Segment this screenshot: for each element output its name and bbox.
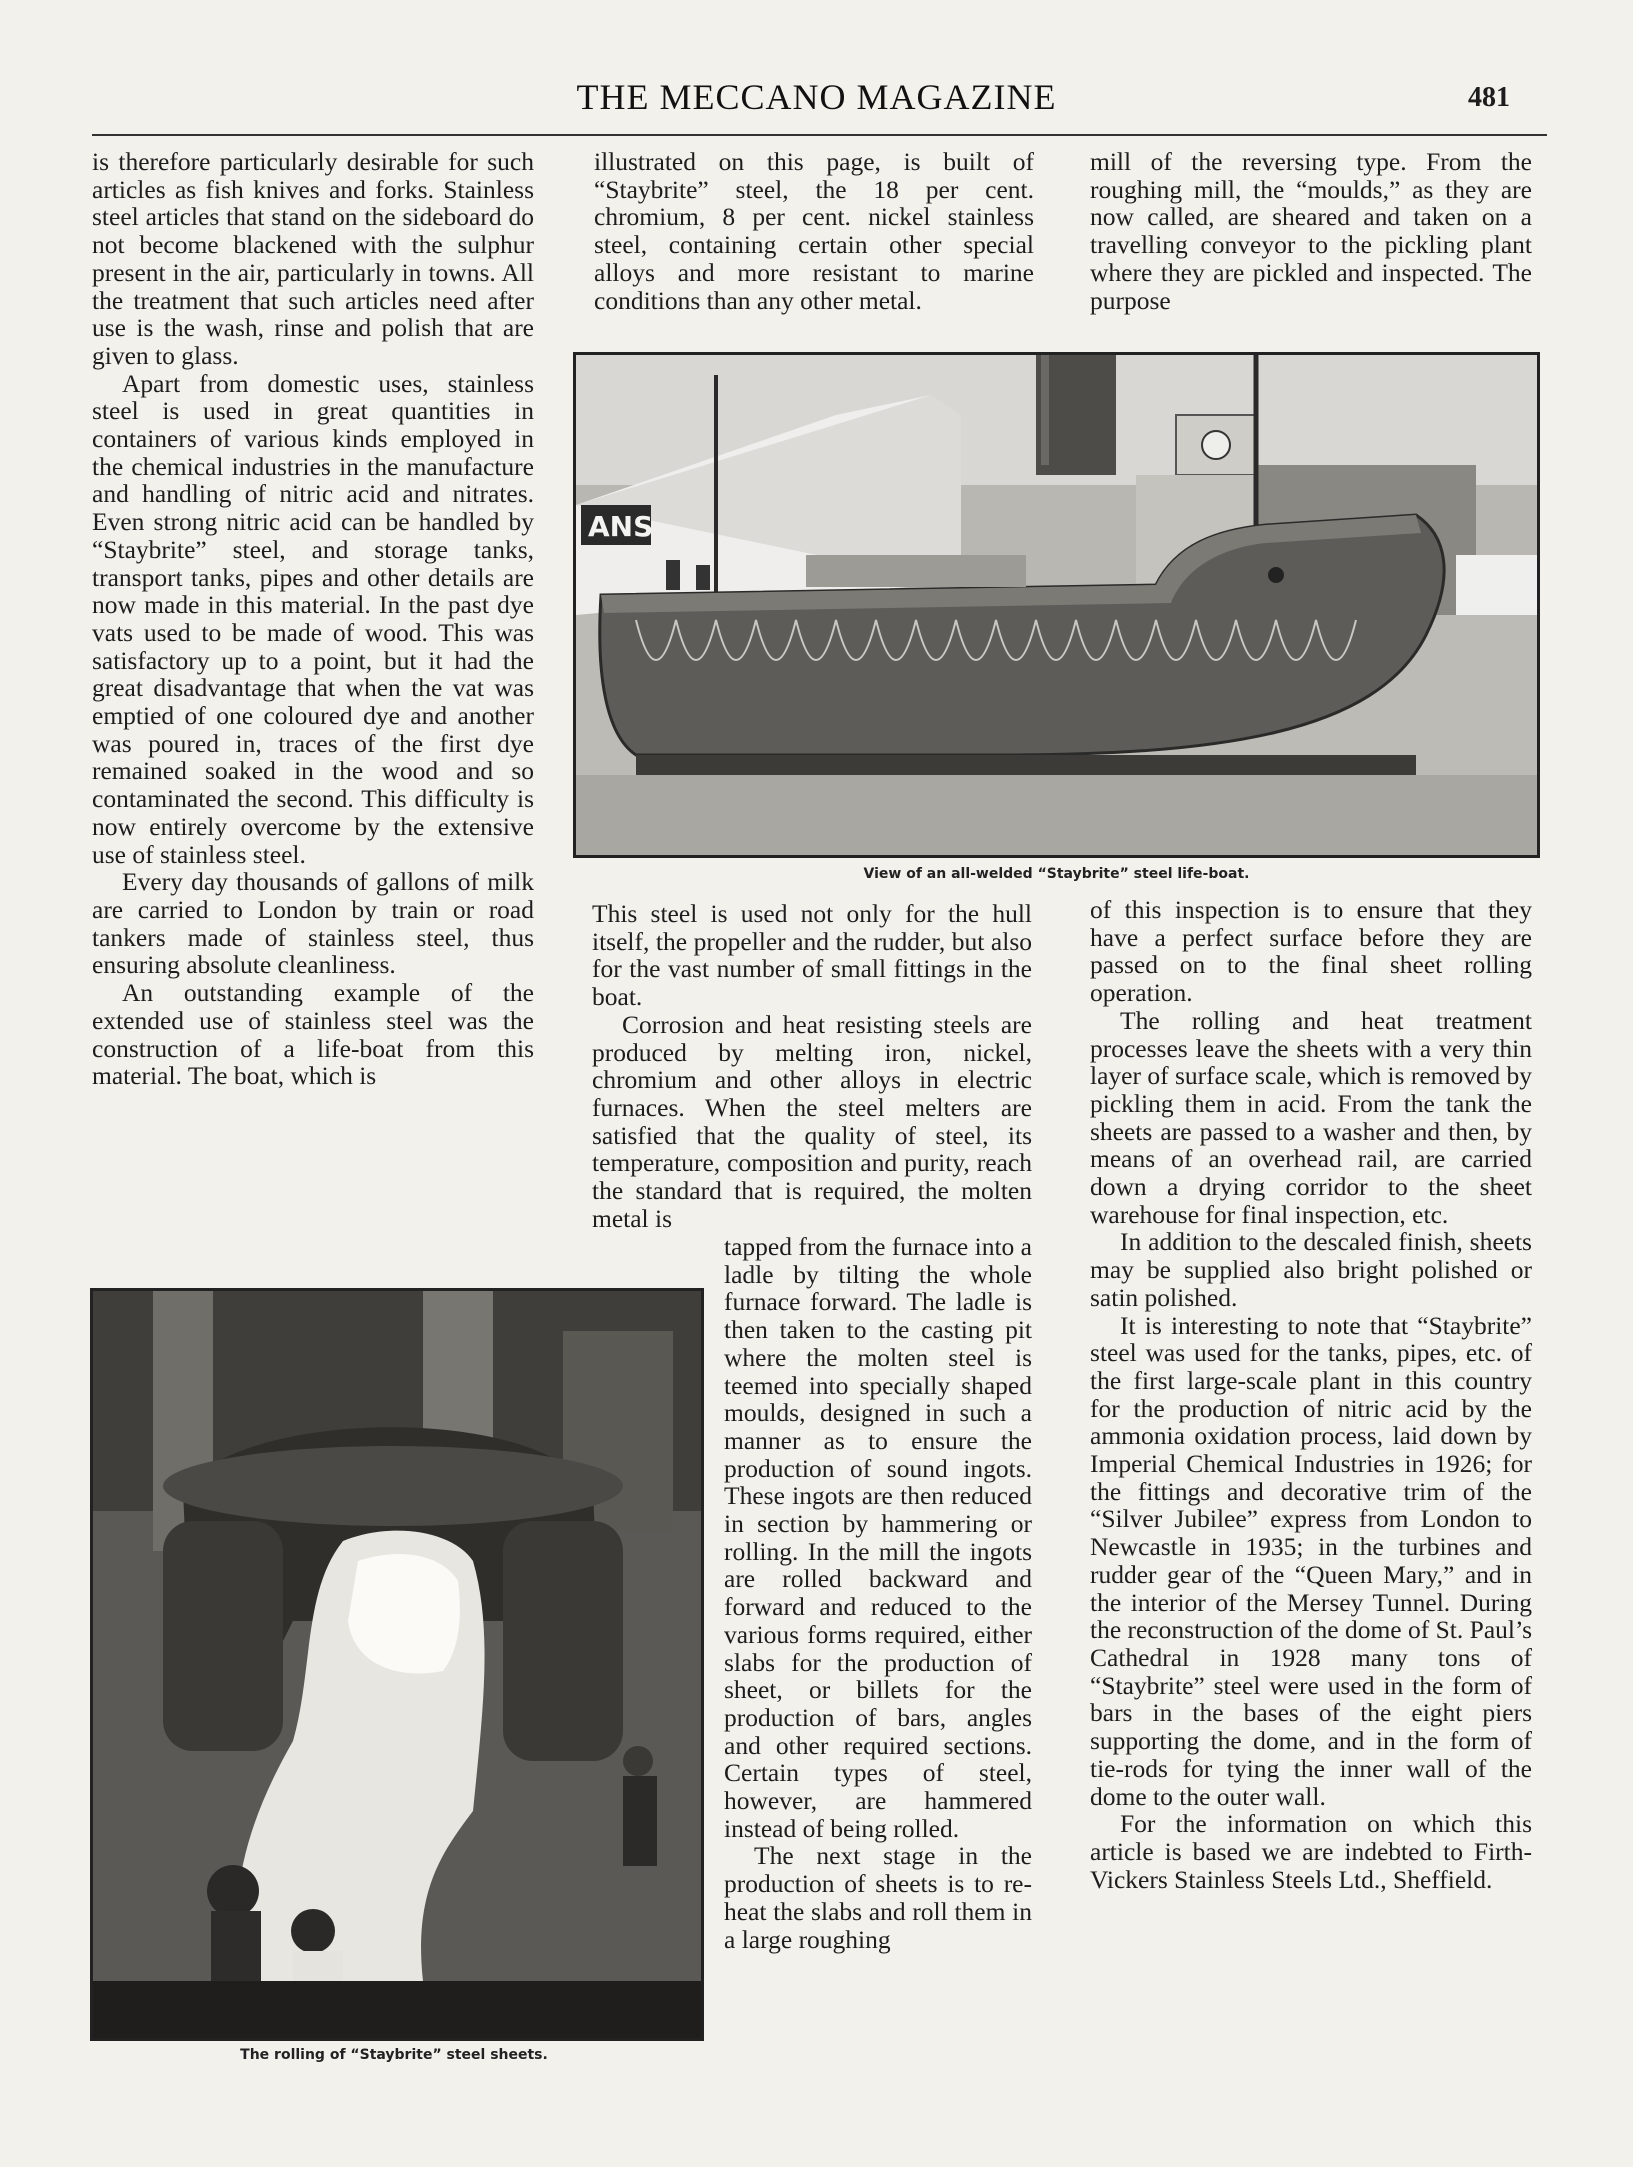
paragraph: The rolling and heat treatment processes leave the sheets with a very thin layer of surface scale, which is removed by pickling them in acid. From the tank the sheets are passed to a washer and then, by means of an overhead rail, are carried down a drying corridor to the sheet warehouse for final inspection, etc. <box>1090 1005 1532 1229</box>
paragraph: mill of the reversing type. From the roughing mill, the “moulds,” as they are now called, are sheared and taken on a travelling conveyor to the pickling plant where they are pickled and inspected. The purpose <box>1090 147 1532 315</box>
page-number: 481 <box>1468 82 1510 113</box>
column-1 <box>92 148 534 1090</box>
paragraph: For the information on which this article is based we are indebted to Firth-Vickers Stainless Steels Ltd., Sheffield. <box>1090 1809 1532 1894</box>
column-2-lower <box>724 1233 1032 1953</box>
lifeboat-sign-text: ANS <box>588 510 654 543</box>
paragraph: Corrosion and heat resisting steels are produced by melting iron, nickel, chromium and other alloys in electric furnaces. When the steel melters are satisfied that the quality of steel, its temperature, composition and purity, reach the standard that is required, the molten metal is <box>592 1009 1032 1233</box>
paragraph: In addition to the descaled finish, sheets may be supplied also bright polished or satin polished. <box>1090 1227 1532 1312</box>
paragraph: Apart from domestic uses, stainless steel is used in great quantities in containers of various kinds employed in the chemical industries in the manufacture and handling of nitric acid and nitrates. Even strong nitric acid can be handled by “Staybrite” steel, and storage tanks, transport tanks, pipes and other details are now made in this material. In the past dye vats used to be made of wood. This was satisfactory up to a point, but it had the great disadvantage that when the vat was emptied of one coloured dye and another was poured in, traces of the first dye remained soaked in the wood and so contaminated the second. This difficulty is now entirely overcome by the extensive use of stainless steel. <box>92 368 534 869</box>
column-2-middle <box>592 900 1032 1232</box>
column-2-top <box>594 148 1034 314</box>
paragraph: An outstanding example of the extended use of stainless steel was the construction of a life-boat from this material. The boat, which is <box>92 978 534 1091</box>
magazine-title: THE MECCANO MAGAZINE <box>576 77 1057 117</box>
paragraph: Every day thousands of gallons of milk are carried to London by train or road tankers made of stainless steel, thus ensuring absolute cleanliness. <box>92 867 534 980</box>
paragraph: tapped from the furnace into a ladle by tilting the whole furnace forward. The ladle is then taken to the casting pit where the molten steel is teemed into specially shaped moulds, designed in such a manner as to ensure the production of sound ingots. These ingots are then reduced in section by hammering or rolling. In the mill the ingots are rolled backward and forward and reduced to the various forms required, either slabs for the production of sheet, or billets for the production of bars, angles and other required sections. Certain types of steel, however, are hammered instead of being rolled. <box>724 1232 1032 1843</box>
rolling-mill-caption: The rolling of “Staybrite” steel sheets. <box>240 2047 548 2063</box>
paragraph: The next stage in the production of sheets is to re-heat the slabs and roll them in a large roughing <box>724 1841 1032 1954</box>
paragraph: illustrated on this page, is built of “Staybrite” steel, the 18 per cent. chromium, 8 per cent. nickel stainless steel, containing certain other special alloys and more resistant to marine conditions than any other metal. <box>594 147 1034 315</box>
paragraph: This steel is used not only for the hull itself, the propeller and the rudder, but also for the vast number of small fittings in the boat. <box>592 899 1032 1012</box>
paragraph: is therefore particularly desirable for such articles as fish knives and forks. Stainless steel articles that stand on the sideboard do not become blackened with the sulphur present in the air, particularly in towns. All the treatment that such articles need after use is the wash, rinse and polish that are given to glass. <box>92 147 534 370</box>
lifeboat-photo <box>573 352 1540 858</box>
header-rule <box>92 134 1547 136</box>
lifeboat-caption: View of an all-welded “Staybrite” steel life-boat. <box>863 866 1250 882</box>
column-3-lower <box>1090 896 1532 1893</box>
column-3-top <box>1090 148 1532 314</box>
paragraph: It is interesting to note that “Staybrite” steel was used for the tanks, pipes, etc. of the first large-scale plant in this country for the production of nitric acid by the ammonia oxidation process, laid down by Imperial Chemical Industries in 1926; for the fittings and decorative trim of the “Silver Jubilee” express from London to Newcastle in 1935; in the turbines and rudder gear of the “Queen Mary,” and in the interior of the Mersey Tunnel. During the reconstruction of the dome of St. Paul’s Cathedral in 1928 many tons of “Staybrite” steel were used in the form of bars in the bases of the eight piers supporting the dome, and in the form of tie-rods for tying the inner wall of the dome to the outer wall. <box>1090 1310 1532 1811</box>
rolling-mill-photo <box>90 1288 704 2041</box>
paragraph: of this inspection is to ensure that they have a perfect surface before they are passed on to the final sheet rolling operation. <box>1090 895 1532 1008</box>
